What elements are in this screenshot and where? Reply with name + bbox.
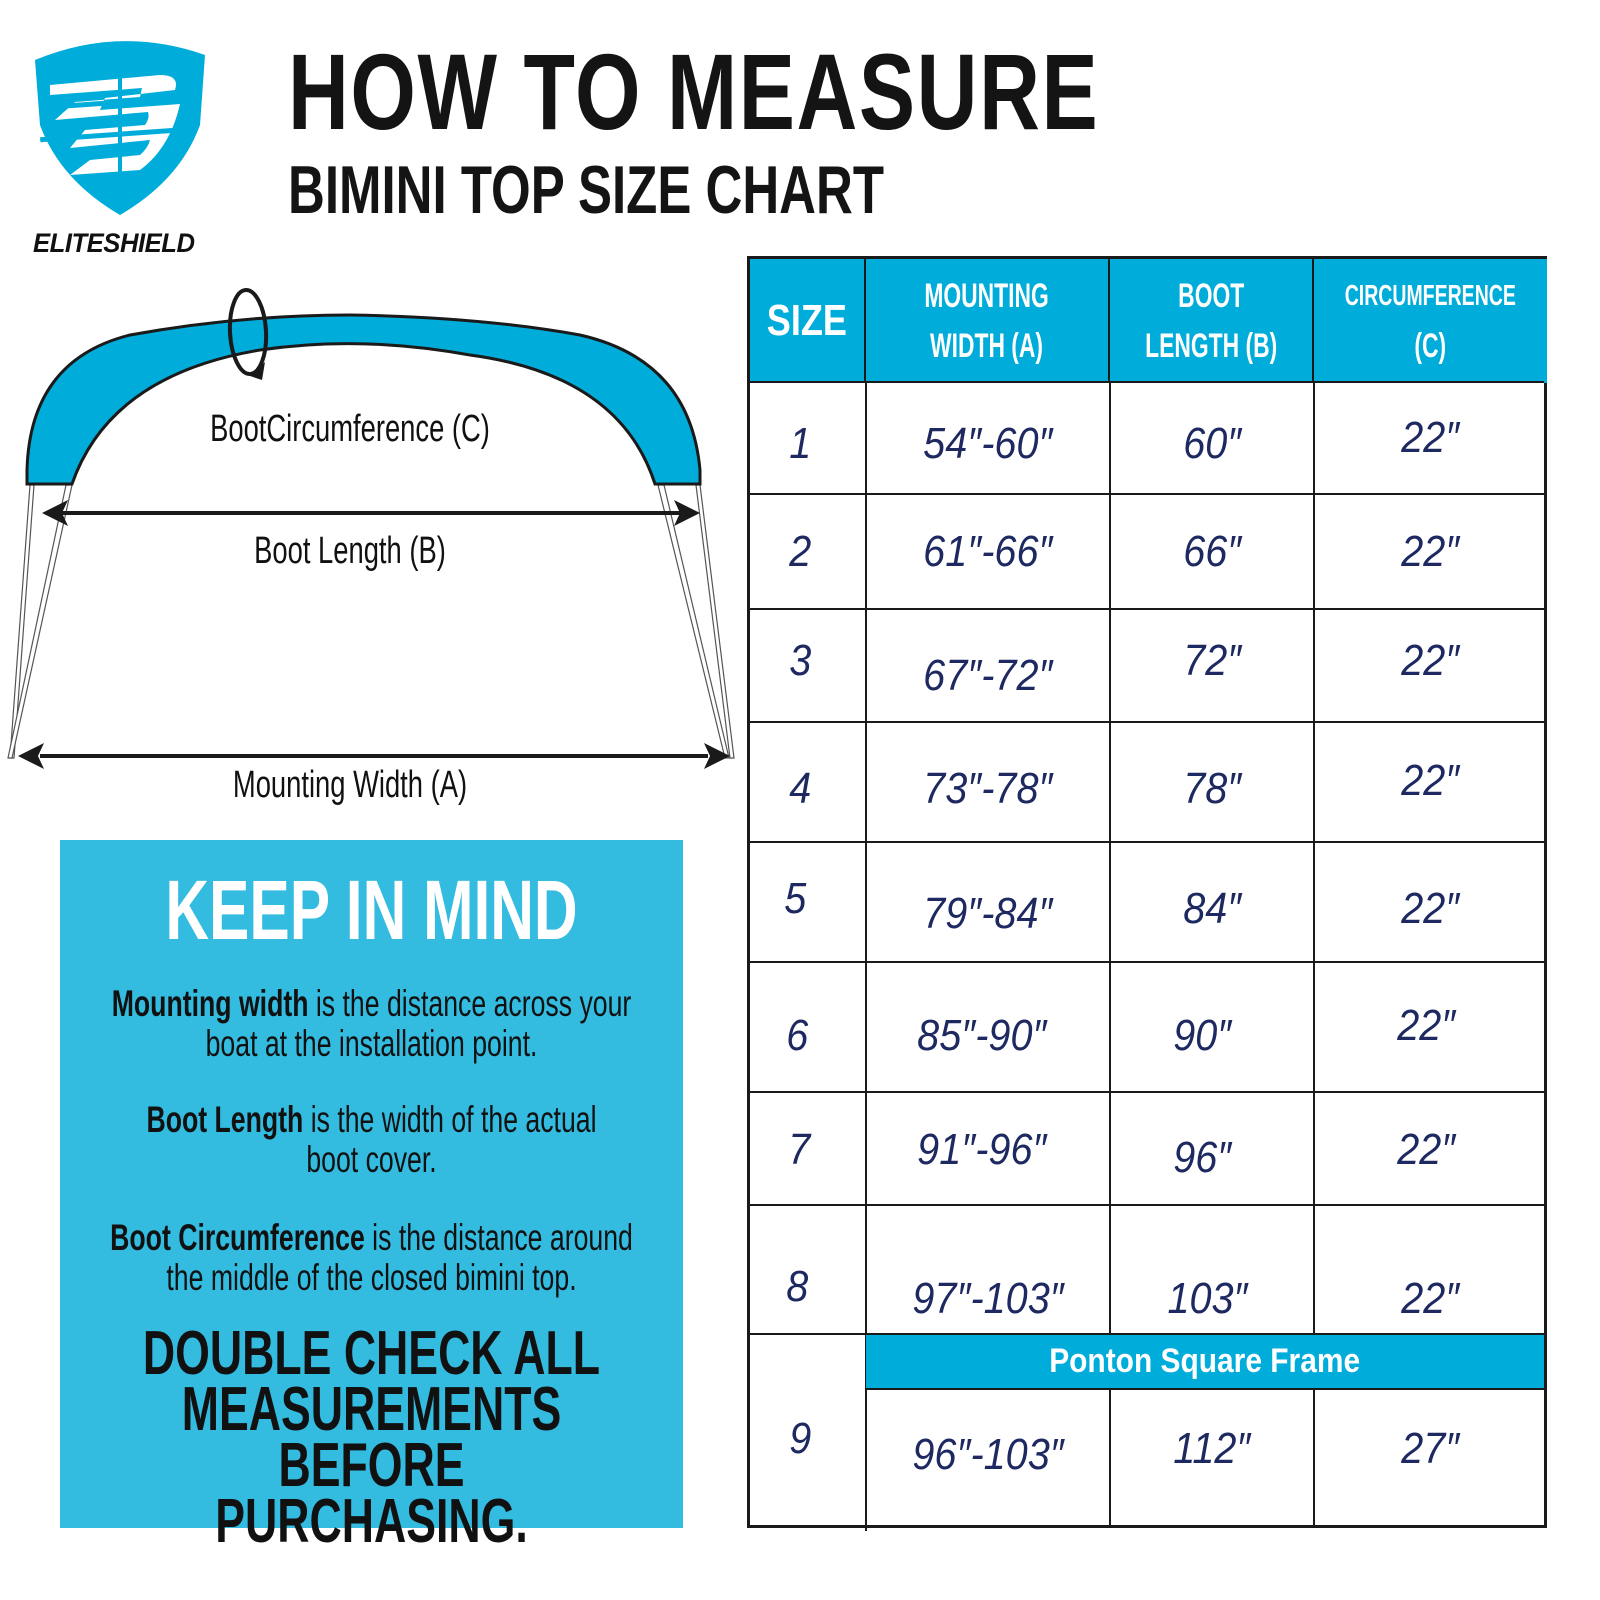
brand-name: ELITESHIELD bbox=[33, 228, 195, 258]
table-row-3-boot: 72″ bbox=[1182, 635, 1242, 685]
note-boot-circumference bbox=[104, 1218, 639, 1298]
table-row-6-circ: 22″ bbox=[1397, 1001, 1456, 1050]
table-row-7-size: 7 bbox=[787, 1124, 811, 1174]
note-text: the middle of the closed bimini top. bbox=[166, 1257, 577, 1298]
note-text: is the distance around bbox=[364, 1217, 633, 1258]
table-row-3-size: 3 bbox=[788, 635, 812, 685]
table-row-8-boot: 103″ bbox=[1166, 1274, 1248, 1323]
header-size: SIZE bbox=[750, 259, 866, 383]
table-row-4-mounting: 73″-78″ bbox=[923, 764, 1053, 813]
note-term: Boot Circumference bbox=[110, 1217, 365, 1258]
table-row-7-boot: 96″ bbox=[1172, 1132, 1232, 1182]
table-row-1-circ: 22″ bbox=[1401, 413, 1460, 462]
warning-line: DOUBLE CHECK ALL bbox=[142, 1319, 601, 1388]
boot-length-label: Boot Length (B) bbox=[254, 530, 446, 572]
pontoon-square-frame-banner: Ponton Square Frame bbox=[866, 1333, 1544, 1390]
table-row-8-size: 8 bbox=[786, 1262, 809, 1311]
table-row-1-size: 1 bbox=[788, 419, 812, 468]
note-text: boat at the installation point. bbox=[205, 1023, 538, 1064]
double-check-warning bbox=[90, 1319, 654, 1556]
table-row-3-mounting: 67″-72″ bbox=[923, 650, 1053, 700]
bimini-diagram bbox=[0, 280, 750, 820]
table-row-5-size: 5 bbox=[783, 874, 807, 923]
table-row-9-size: 9 bbox=[788, 1414, 812, 1463]
table-row-5-mounting: 79″-84″ bbox=[923, 889, 1053, 938]
table-row-1-mounting: 54″-60″ bbox=[923, 419, 1053, 468]
table-row-6-size: 6 bbox=[786, 1011, 809, 1060]
size-chart-table bbox=[747, 256, 1547, 1528]
table-row-6-boot: 90″ bbox=[1172, 1011, 1232, 1060]
keep-in-mind-title: KEEP IN MIND bbox=[165, 863, 578, 957]
table-row-4-boot: 78″ bbox=[1182, 764, 1242, 813]
note-term: Mounting width bbox=[111, 983, 309, 1024]
header-circumference: CIRCUMFERENCE (C) bbox=[1314, 259, 1547, 383]
note-text: boot cover. bbox=[306, 1139, 437, 1180]
table-row-2-size: 2 bbox=[788, 526, 812, 576]
note-boot-length bbox=[104, 1100, 639, 1180]
table-row-5-boot: 84″ bbox=[1182, 884, 1242, 933]
table-row-7-circ: 22″ bbox=[1397, 1124, 1456, 1174]
page-title: HOW TO MEASURE bbox=[288, 31, 1100, 152]
table-row-9-circ: 27″ bbox=[1401, 1424, 1460, 1473]
table-row-2-circ: 22″ bbox=[1401, 526, 1460, 576]
table-row-3-circ: 22″ bbox=[1401, 635, 1460, 685]
table-row-5-circ: 22″ bbox=[1401, 884, 1460, 933]
table-row-1-boot: 60″ bbox=[1182, 419, 1242, 468]
table-row-2-mounting: 61″-66″ bbox=[923, 526, 1053, 576]
table-row-9-mounting: 96″-103″ bbox=[912, 1430, 1064, 1479]
table-row-4-size: 4 bbox=[788, 764, 812, 813]
page-subtitle: BIMINI TOP SIZE CHART bbox=[288, 152, 884, 228]
header-boot-length: BOOT LENGTH (B) bbox=[1110, 259, 1314, 383]
warning-line: PURCHASING. bbox=[215, 1487, 528, 1556]
note-mounting-width bbox=[104, 984, 639, 1064]
table-row-8-circ: 22″ bbox=[1401, 1274, 1460, 1323]
header-mounting-width: MOUNTING WIDTH (A) bbox=[866, 259, 1110, 383]
warning-line: MEASUREMENTS BEFORE bbox=[181, 1375, 562, 1500]
table-row-9-boot: 112″ bbox=[1173, 1424, 1251, 1473]
keep-in-mind-panel bbox=[60, 840, 683, 1556]
table-row-2-boot: 66″ bbox=[1182, 526, 1242, 576]
table-row-6-mounting: 85″-90″ bbox=[917, 1011, 1047, 1060]
note-term: Boot Length bbox=[146, 1099, 304, 1140]
boot-circumference-label: BootCircumference (C) bbox=[210, 408, 490, 450]
note-text: is the width of the actual bbox=[303, 1099, 597, 1140]
note-text: is the distance across your bbox=[308, 983, 632, 1024]
table-row-4-circ: 22″ bbox=[1401, 756, 1460, 805]
mounting-width-label: Mounting Width (A) bbox=[232, 764, 468, 806]
table-row-7-mounting: 91″-96″ bbox=[917, 1124, 1047, 1174]
table-row-8-mounting: 97″-103″ bbox=[912, 1274, 1064, 1323]
